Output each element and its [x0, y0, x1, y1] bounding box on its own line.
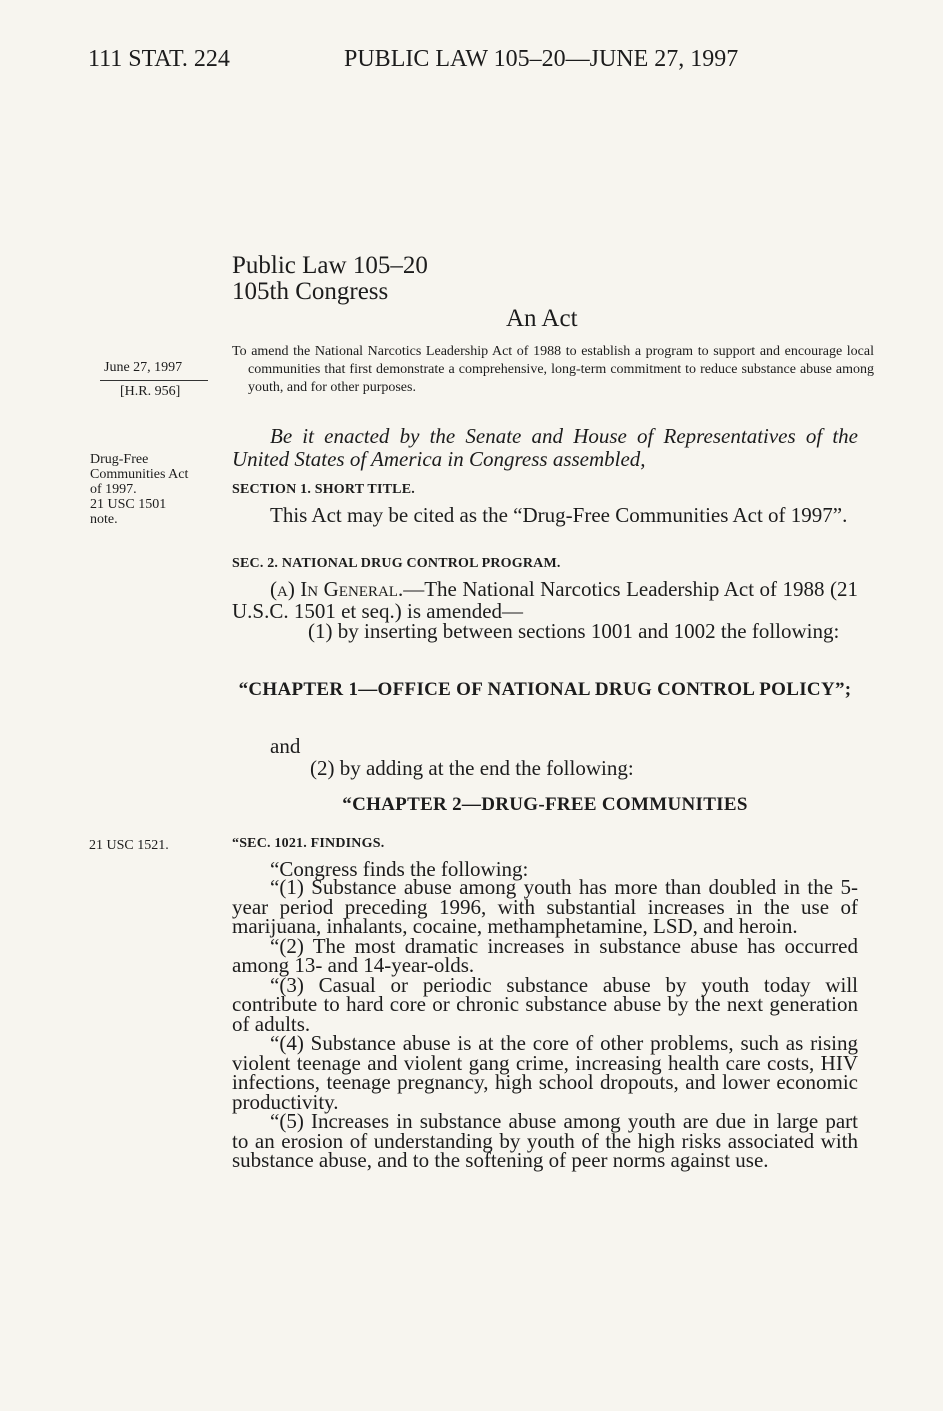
- subsection-text: —The National Narcotics Leadership Act of 1988 (21 U.S.C. 1501 et seq.) is amended—: [232, 577, 858, 623]
- chapter-1-heading-text: “CHAPTER 1—OFFICE OF NATIONAL DRUG CONTROL POLICY”;: [238, 679, 852, 700]
- running-header: PUBLIC LAW 105–20—JUNE 27, 1997: [344, 46, 739, 72]
- amendment-item-2: (2) by adding at the end the following:: [310, 756, 634, 780]
- section-1021-heading: “SEC. 1021. FINDINGS.: [232, 836, 385, 851]
- findings-list: [232, 875, 858, 1172]
- margin-note-line: Communities Act: [90, 467, 189, 482]
- margin-note-line: Drug-Free: [90, 452, 149, 467]
- section-1-text: This Act may be cited as the “Drug-Free Communities Act of 1997”.: [270, 503, 848, 527]
- page-number-header: 111 STAT. 224: [88, 46, 230, 72]
- amendment-item-1: [232, 620, 858, 642]
- congress-number: 105th Congress: [232, 278, 389, 305]
- finding-item: “(1) Substance abuse among youth has more than doubled in the 5-year period preceding 1996, with substantial increases in the use of marijuana, inhalants, cocaine, methamphetamine, LSD, and heroin.: [232, 875, 858, 938]
- margin-date: June 27, 1997: [104, 360, 183, 375]
- margin-bill-number: [H.R. 956]: [120, 384, 181, 399]
- enacting-clause: Be it enacted by the Senate and House of Representatives of the United States of America in Congress assembled,: [232, 424, 858, 471]
- section-2-heading: SEC. 2. NATIONAL DRUG CONTROL PROGRAM.: [232, 556, 561, 571]
- findings-intro: “Congress finds the following:: [270, 857, 529, 881]
- margin-note-line: note.: [90, 512, 118, 527]
- act-purpose: To amend the National Narcotics Leadership Act of 1988 to establish a program to support and encourage local communities that first demonstrate a comprehensive, long-term commitment to reduce substance abuse among youth, and for other purposes.: [232, 344, 874, 395]
- conjunction-and: and: [270, 734, 301, 758]
- public-law-number: Public Law 105–20: [232, 252, 428, 279]
- section-2a-text: [232, 578, 858, 622]
- act-title: An Act: [506, 305, 578, 332]
- margin-usc-citation: 21 USC 1521.: [89, 838, 169, 853]
- margin-short-title-note: [90, 452, 188, 527]
- subsection-label: (a) In General.: [270, 577, 404, 601]
- finding-item: “(2) The most dramatic increases in substance abuse has occurred among 13- and 14-year-olds.: [232, 933, 858, 977]
- margin-note-line: 21 USC 1501: [90, 497, 167, 512]
- finding-item: “(3) Casual or periodic substance abuse by youth today will contribute to hard core or chronic substance abuse by the next generation of adults.: [232, 972, 858, 1036]
- section-1-heading: SECTION 1. SHORT TITLE.: [232, 482, 415, 497]
- margin-note-line: of 1997.: [90, 482, 137, 497]
- amendment-item-1-text: (1) by inserting between sections 1001 and 1002 the following:: [308, 619, 840, 643]
- finding-item: “(4) Substance abuse is at the core of other problems, such as rising violent teenage and violent gang crime, increasing health care costs, HIV infections, teenage pregnancy, high school dropouts, and lower economic productivity.: [232, 1031, 858, 1114]
- chapter-1-heading: [232, 680, 858, 699]
- chapter-2-heading: “CHAPTER 2—DRUG-FREE COMMUNITIES: [342, 794, 748, 815]
- margin-divider: [100, 380, 208, 381]
- finding-item: “(5) Increases in substance abuse among youth are due in large part to an erosion of understanding by youth of the high risks associated with substance abuse, and to the softening of peer norms against use.: [232, 1109, 858, 1172]
